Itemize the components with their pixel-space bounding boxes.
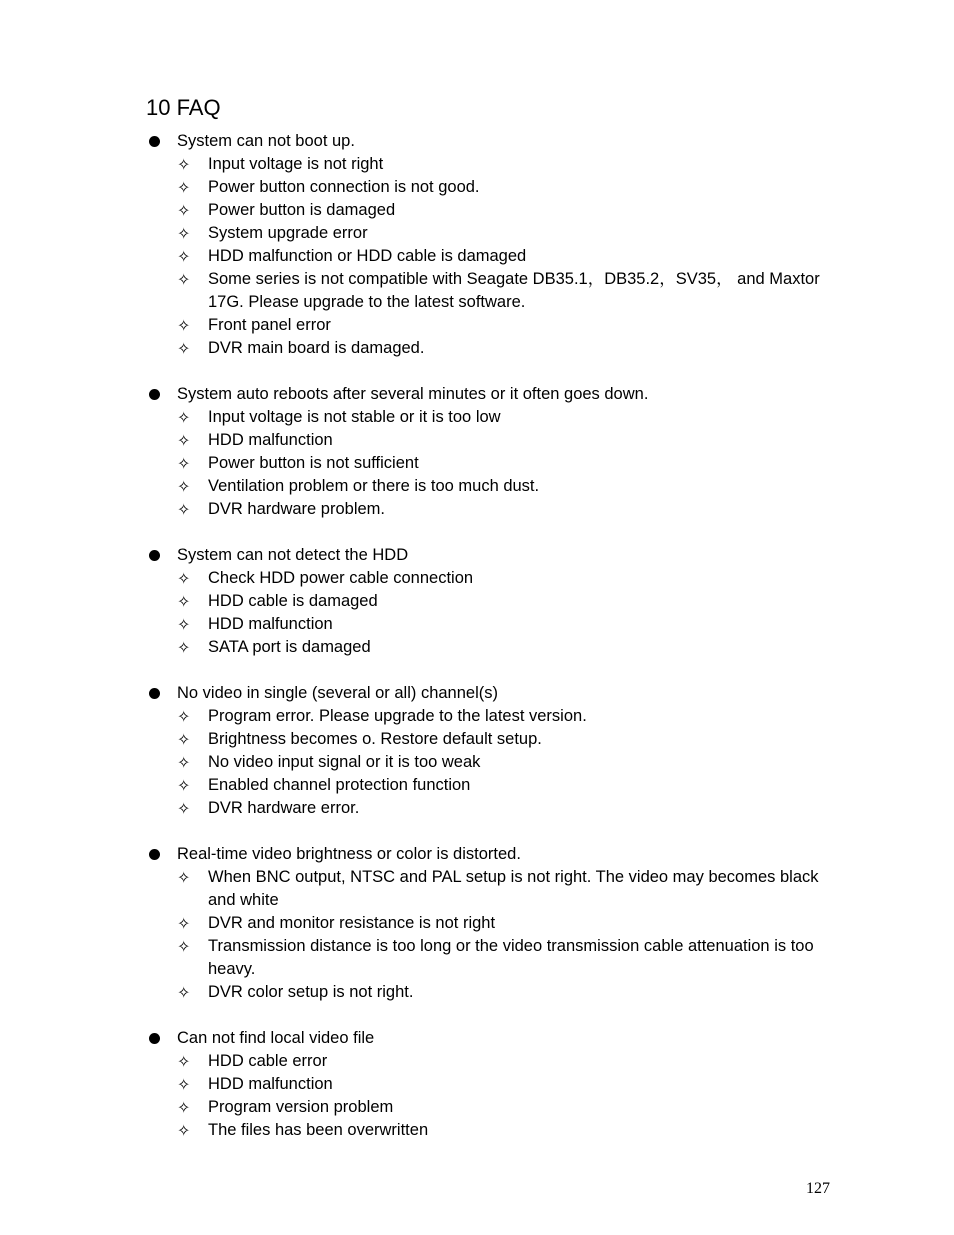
- star-bullet-icon: ✧: [177, 799, 191, 818]
- faq-answer: [146, 199, 836, 222]
- faq-answer-text: Power button connection is not good.: [208, 178, 480, 196]
- faq-answer-text: When BNC output, NTSC and PAL setup is not right. The video may becomes black and white: [208, 868, 819, 909]
- faq-answer: [146, 153, 836, 176]
- faq-list: [146, 130, 836, 1165]
- faq-answer-text: Brightness becomes o. Restore default setup.: [208, 730, 542, 748]
- faq-answer: [146, 728, 836, 751]
- faq-answer: [146, 1096, 836, 1119]
- faq-answer-text: DVR hardware problem.: [208, 500, 385, 518]
- faq-answer-text: DVR and monitor resistance is not right: [208, 914, 496, 932]
- faq-answer: [146, 429, 836, 452]
- faq-answer: [146, 866, 836, 912]
- faq-answer-text: No video input signal or it is too weak: [208, 753, 481, 771]
- faq-answer-text: Some series is not compatible with Seagate DB35.1，DB35.2，SV35， and Maxtor 17G. Please upgrade to the latest software.: [208, 270, 820, 311]
- bullet-dot-icon: [149, 136, 160, 147]
- star-bullet-icon: ✧: [177, 408, 191, 427]
- faq-answer: [146, 1073, 836, 1096]
- faq-answer-text: Ventilation problem or there is too much dust.: [208, 477, 540, 495]
- faq-question-text: No video in single (several or all) channel(s): [177, 684, 498, 702]
- star-bullet-icon: ✧: [177, 155, 191, 174]
- star-bullet-icon: ✧: [177, 247, 191, 266]
- faq-answer-text: SATA port is damaged: [208, 638, 371, 656]
- faq-answer-text: DVR color setup is not right.: [208, 983, 414, 1001]
- page-title: 10 FAQ: [146, 95, 221, 120]
- faq-answer: [146, 912, 836, 935]
- faq-answer: [146, 590, 836, 613]
- faq-section: [146, 544, 836, 659]
- star-bullet-icon: ✧: [177, 983, 191, 1002]
- faq-answer-text: HDD malfunction: [208, 431, 333, 449]
- faq-section: [146, 682, 836, 820]
- faq-answer: [146, 935, 836, 981]
- faq-answer: [146, 406, 836, 429]
- star-bullet-icon: ✧: [177, 1052, 191, 1071]
- faq-answer-text: The files has been overwritten: [208, 1121, 429, 1139]
- faq-question-text: Real-time video brightness or color is distorted.: [177, 845, 521, 863]
- faq-answer-text: Enabled channel protection function: [208, 776, 471, 794]
- star-bullet-icon: ✧: [177, 615, 191, 634]
- faq-answer: [146, 268, 836, 314]
- faq-answer-text: DVR main board is damaged.: [208, 339, 425, 357]
- faq-question: [146, 843, 836, 866]
- faq-section: [146, 1027, 836, 1142]
- star-bullet-icon: ✧: [177, 431, 191, 450]
- faq-answer: [146, 176, 836, 199]
- faq-question: [146, 130, 836, 153]
- star-bullet-icon: ✧: [177, 454, 191, 473]
- faq-answer: [146, 567, 836, 590]
- star-bullet-icon: ✧: [177, 569, 191, 588]
- star-bullet-icon: ✧: [177, 592, 191, 611]
- star-bullet-icon: ✧: [177, 937, 191, 956]
- faq-answer-text: Power button is not sufficient: [208, 454, 419, 472]
- faq-answer: [146, 705, 836, 728]
- star-bullet-icon: ✧: [177, 1121, 191, 1140]
- bullet-dot-icon: [149, 550, 160, 561]
- faq-answer: [146, 751, 836, 774]
- star-bullet-icon: ✧: [177, 477, 191, 496]
- faq-answer: [146, 797, 836, 820]
- faq-question: [146, 383, 836, 406]
- faq-answer-text: DVR hardware error.: [208, 799, 360, 817]
- star-bullet-icon: ✧: [177, 868, 191, 887]
- star-bullet-icon: ✧: [177, 224, 191, 243]
- faq-question-text: System can not detect the HDD: [177, 546, 409, 564]
- bullet-dot-icon: [149, 688, 160, 699]
- faq-question-text: Can not find local video file: [177, 1029, 375, 1047]
- bullet-dot-icon: [149, 389, 160, 400]
- faq-answer: [146, 222, 836, 245]
- faq-question: [146, 544, 836, 567]
- faq-answer-text: Input voltage is not stable or it is too low: [208, 408, 501, 426]
- faq-answer-text: Front panel error: [208, 316, 331, 334]
- faq-answer-text: HDD cable is damaged: [208, 592, 378, 610]
- star-bullet-icon: ✧: [177, 316, 191, 335]
- faq-answer: [146, 613, 836, 636]
- faq-answer-text: HDD malfunction or HDD cable is damaged: [208, 247, 527, 265]
- faq-answer-text: HDD cable error: [208, 1052, 328, 1070]
- faq-answer: [146, 475, 836, 498]
- faq-section: [146, 383, 836, 521]
- faq-section: [146, 130, 836, 360]
- star-bullet-icon: ✧: [177, 776, 191, 795]
- faq-section: [146, 843, 836, 1004]
- faq-answer-text: Input voltage is not right: [208, 155, 384, 173]
- star-bullet-icon: ✧: [177, 753, 191, 772]
- faq-answer-text: Check HDD power cable connection: [208, 569, 474, 587]
- star-bullet-icon: ✧: [177, 1075, 191, 1094]
- faq-question: [146, 682, 836, 705]
- star-bullet-icon: ✧: [177, 201, 191, 220]
- star-bullet-icon: ✧: [177, 730, 191, 749]
- faq-answer: [146, 337, 836, 360]
- faq-answer: [146, 452, 836, 475]
- faq-answer: [146, 498, 836, 521]
- faq-answer-text: Program error. Please upgrade to the latest version.: [208, 707, 587, 725]
- faq-question-text: System can not boot up.: [177, 132, 355, 150]
- faq-answer: [146, 981, 836, 1004]
- faq-question: [146, 1027, 836, 1050]
- bullet-dot-icon: [149, 849, 160, 860]
- faq-answer: [146, 1050, 836, 1073]
- faq-answer: [146, 314, 836, 337]
- faq-answer-text: Transmission distance is too long or the video transmission cable attenuation is too heavy.: [208, 937, 814, 978]
- star-bullet-icon: ✧: [177, 339, 191, 358]
- page-number: 127: [806, 1180, 830, 1197]
- faq-answer-text: Program version problem: [208, 1098, 394, 1116]
- faq-answer: [146, 636, 836, 659]
- faq-answer: [146, 245, 836, 268]
- star-bullet-icon: ✧: [177, 270, 191, 289]
- faq-answer: [146, 1119, 836, 1142]
- faq-answer-text: Power button is damaged: [208, 201, 396, 219]
- star-bullet-icon: ✧: [177, 914, 191, 933]
- faq-answer-text: HDD malfunction: [208, 1075, 333, 1093]
- bullet-dot-icon: [149, 1033, 160, 1044]
- faq-answer-text: HDD malfunction: [208, 615, 333, 633]
- star-bullet-icon: ✧: [177, 1098, 191, 1117]
- star-bullet-icon: ✧: [177, 638, 191, 657]
- star-bullet-icon: ✧: [177, 500, 191, 519]
- star-bullet-icon: ✧: [177, 707, 191, 726]
- star-bullet-icon: ✧: [177, 178, 191, 197]
- faq-answer: [146, 774, 836, 797]
- faq-question-text: System auto reboots after several minutes or it often goes down.: [177, 385, 649, 403]
- faq-answer-text: System upgrade error: [208, 224, 368, 242]
